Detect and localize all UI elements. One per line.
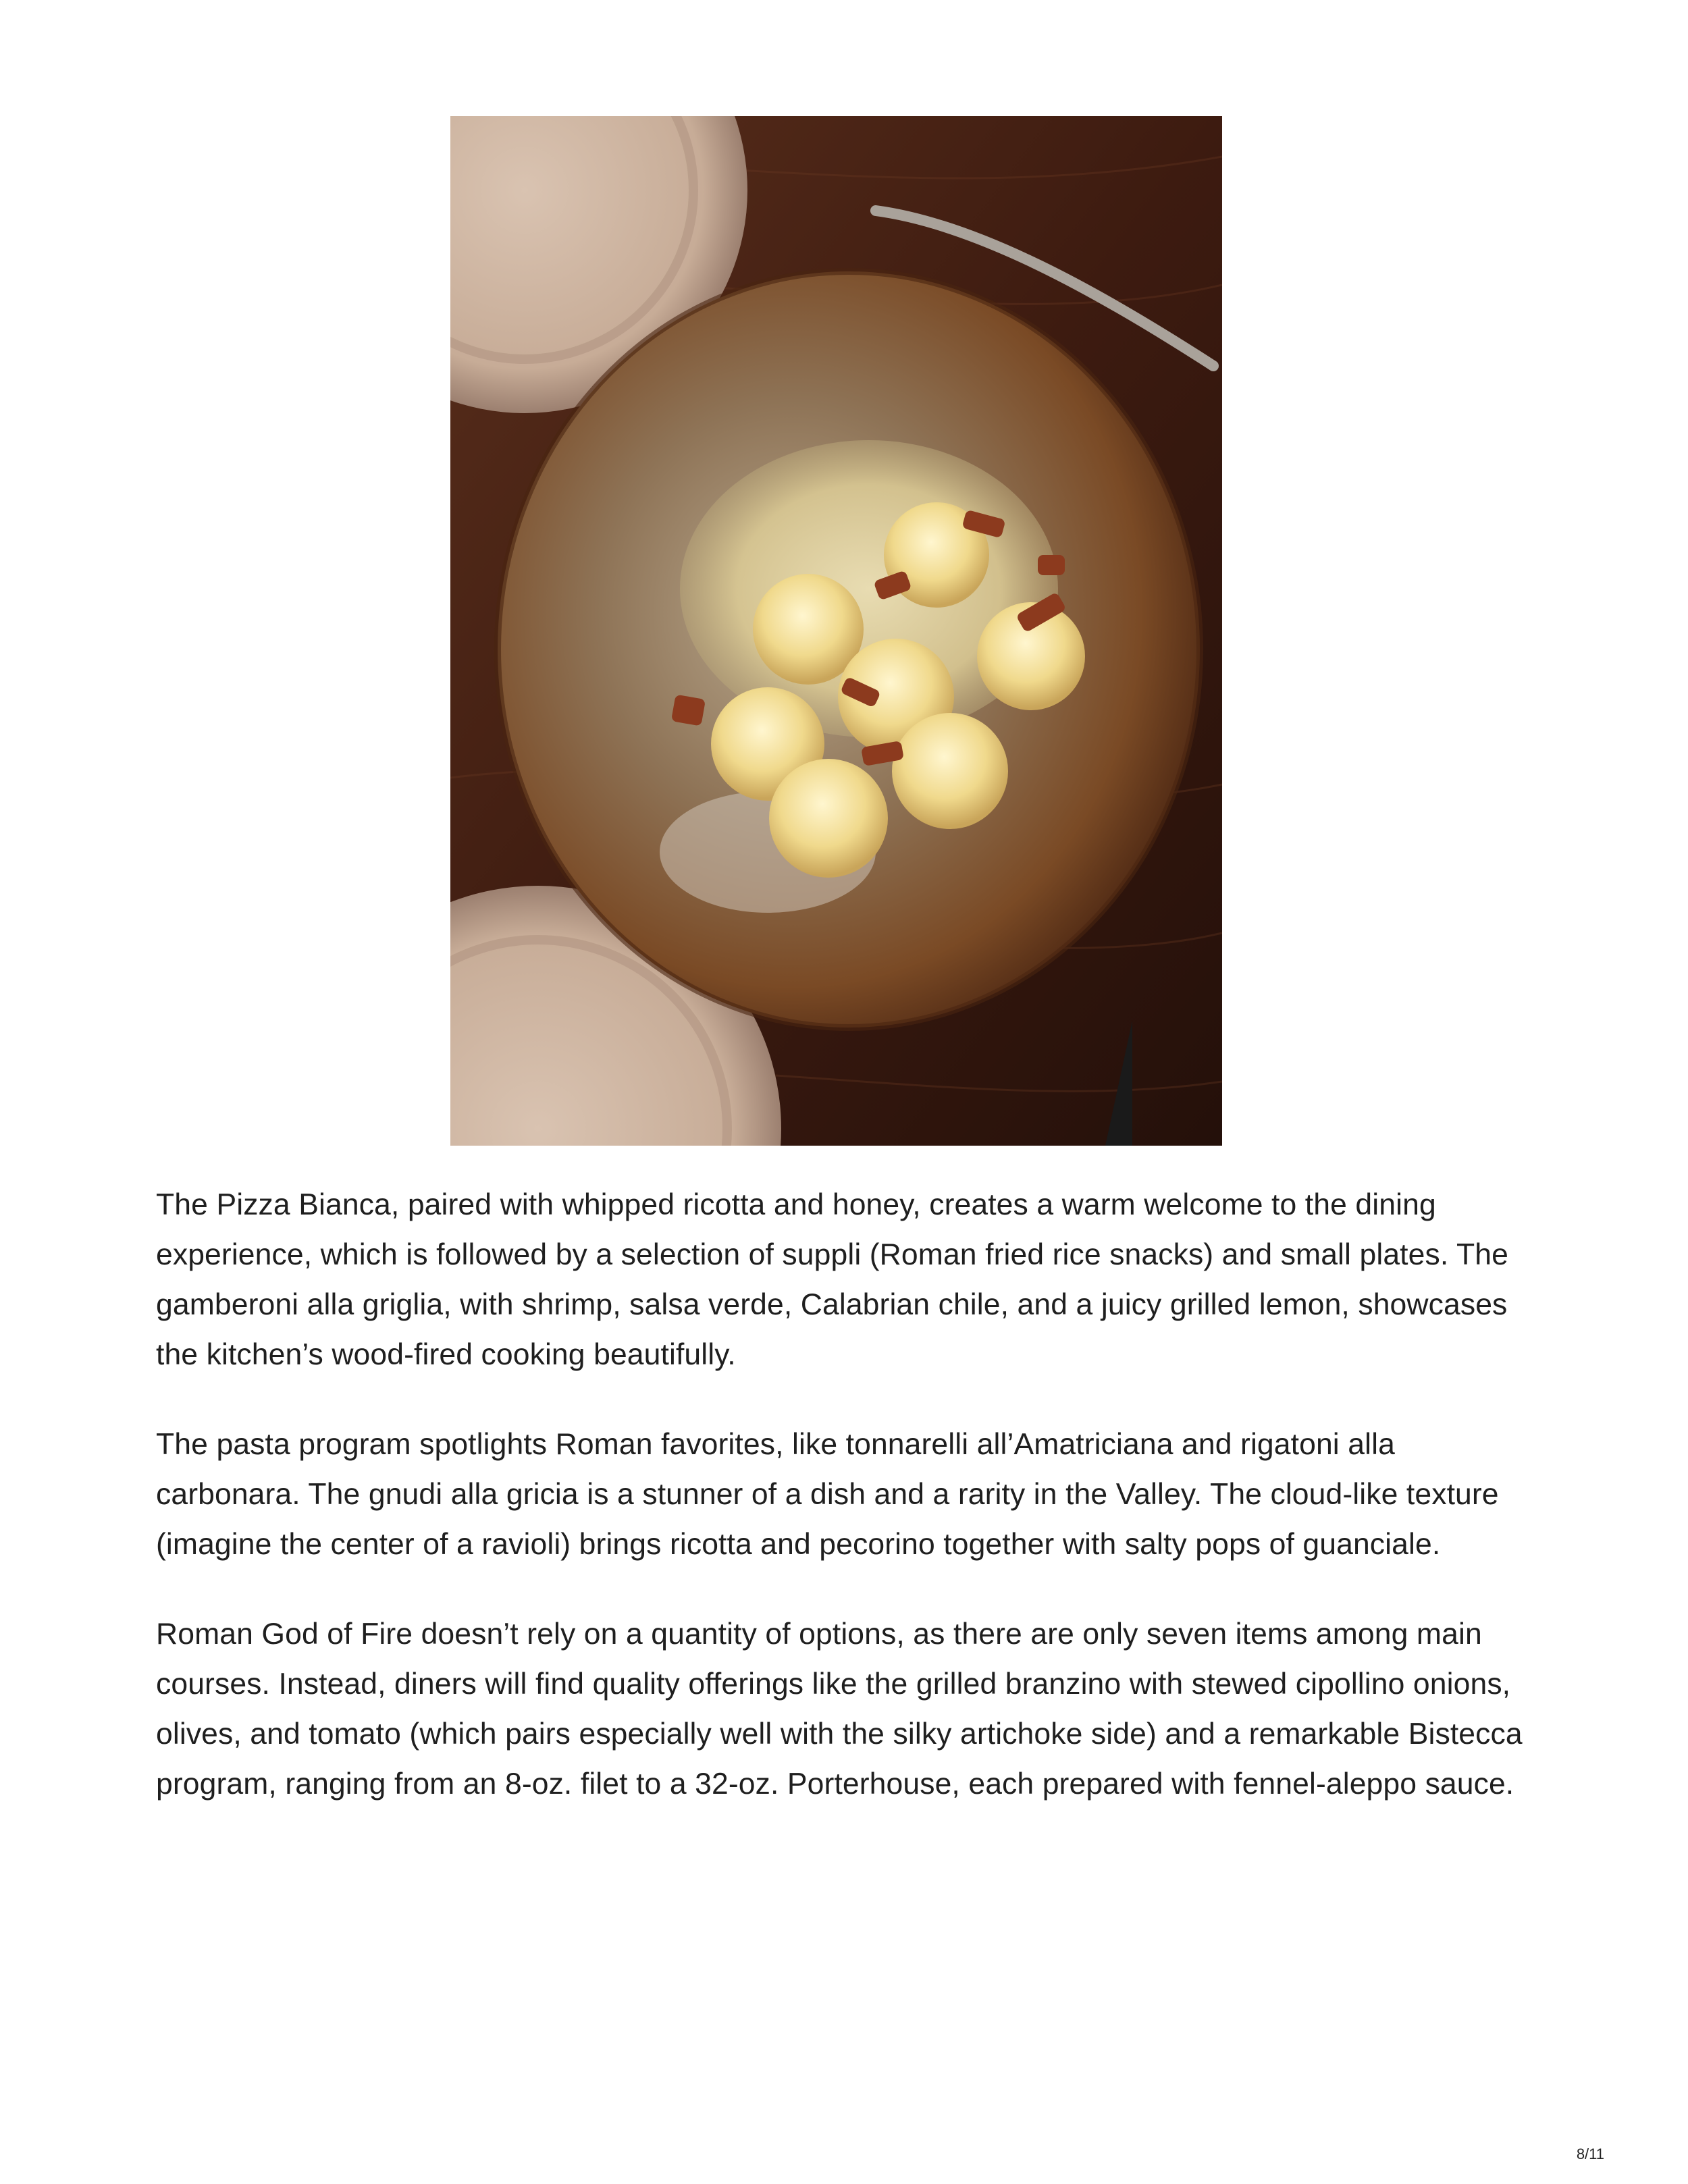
article-photo: [450, 116, 1222, 1146]
paragraph-pasta: The pasta program spotlights Roman favorites, like tonnarelli all’Amatriciana and rigatoni alla carbonara. The gnudi alla gricia is a stunner of a dish and a rarity in the Valley. The cloud-like texture (imagine the center of a ravioli) brings ricotta and pecorino together with salty pops of guanciale.: [156, 1428, 1499, 1561]
gnudi-dish-photo: [450, 116, 1222, 1146]
paragraph-main-courses: Roman God of Fire doesn’t rely on a quantity of options, as there are only seven items among main courses. Instead, diners will find quality offerings like the grilled branzino with stewed cipollino onions, olives, and tomato (which pairs especially well with the silky artichoke side) and a remarkable Bistecca program, ranging from an 8-oz. filet to a 32-oz. Porterhouse, each prepared with fennel-aleppo sauce.: [156, 1618, 1523, 1801]
paragraph-appetizers: The Pizza Bianca, paired with whipped ricotta and honey, creates a warm welcome to the dining experience, which is followed by a selection of suppli (Roman fried rice snacks) and small plates. The gamberoni alla griglia, with shrimp, salsa verde, Calabrian chile, and a juicy grilled lemon, showcases the kitchen’s wood-fired cooking beautifully.: [156, 1188, 1508, 1371]
article-body: [156, 1180, 1547, 1849]
page-number: 8/11: [1576, 2146, 1604, 2162]
